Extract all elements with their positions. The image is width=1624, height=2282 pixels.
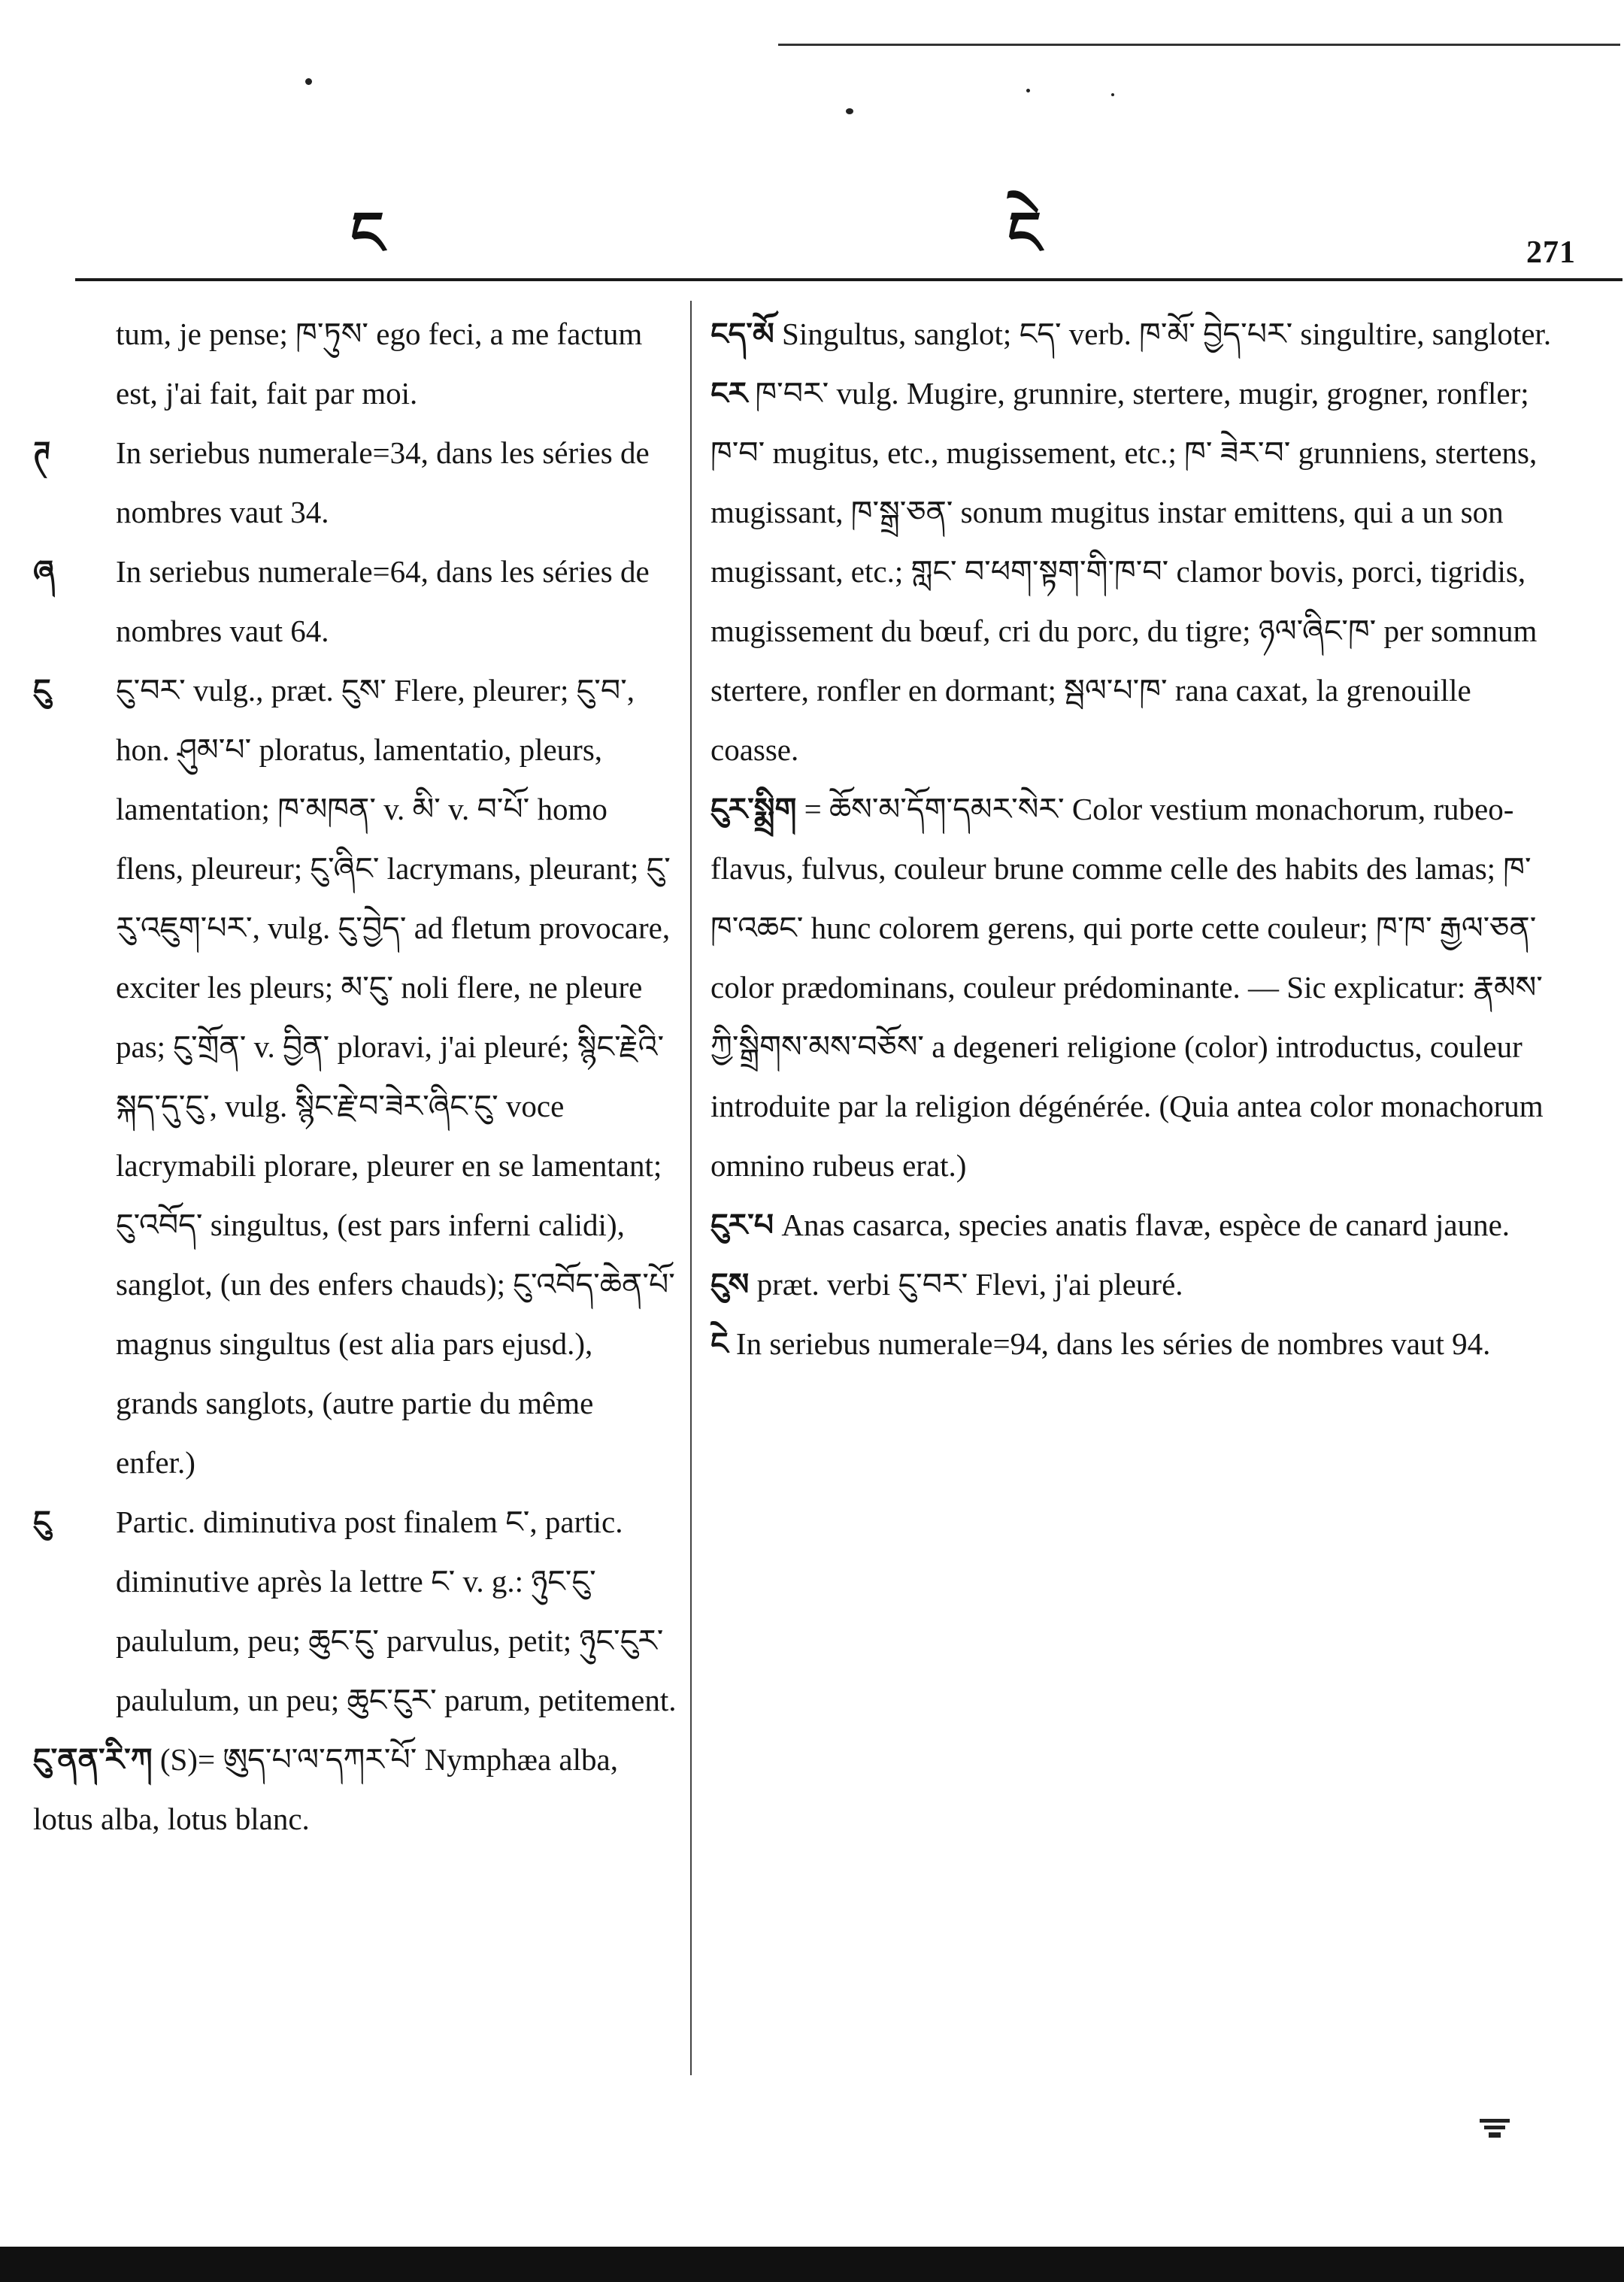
dictionary-entry [710,1255,1553,1314]
entry-headword: ངུ [33,672,51,708]
top-edge-rule [778,44,1620,46]
speck-mark [846,108,853,114]
entry-text: Anas casarca, species anatis flavæ, espèce de canard jaune. [781,1208,1510,1242]
entry-text: tum, je pense; ཁ་ཏུས་ ego feci, a me factum est, j'ai fait, fait par moi. [116,317,643,411]
dictionary-entry [710,780,1553,1196]
dictionary-entry [710,364,1553,780]
dictionary-entry [710,1196,1553,1255]
printer-mark-icon [1480,2119,1510,2141]
entry-text: ཁ་བར་ vulg. Mugire, grunnire, stertere, mugir, grogner, ronfler; ཁ་བ་ mugitus, etc., mugissement, etc.; ཁ་ ཟེར་བ་ grunniens, stertens, mugissant, ཁ་སྒྲ་ཅན་ sonum mugitus instar emittens, qui a un son mugissant, etc.; གླང་ བ་ཕག་སྟག་གི་ཁ་བ་ clamor bovis, porci, tigridis, mugissement du bœuf, cri du porc, du tigre; ཉལ་ཞིང་ཁ་ per somnum stertere, ronfler en dormant; སྦལ་པ་ཁ་ rana caxat, la grenouille coasse. [710,376,1538,767]
entry-text: (S)= ཨུད་པ་ལ་དཀར་པོ་ Nymphæa alba, lotus alba, lotus blanc. [33,1742,618,1836]
running-head-right: ངེ [1007,200,1042,268]
page-number: 271 [1526,235,1576,270]
dictionary-entry [33,661,680,1493]
dictionary-entry [710,305,1553,364]
dictionary-entry [33,305,680,423]
dictionary-entry [33,423,680,542]
entry-text: = ཆོས་མ་དོག་དམར་སེར་ Color vestium monachorum, rubeo-flavus, fulvus, couleur brune comme celle des habits des lamas; ཁ་ཁ་འཆང་ hunc colorem gerens, qui porte cette couleur; ཁ་ཁ་ རྒྱལ་ཅན་ color prædominans, couleur prédominante. — Sic explicatur: རྣམས་ ཀྱི་སྒྲིགས་མས་བཅོས་ a degeneri religione (color) introductus, couleur introduite par la religion dégénérée. (Quia antea color monachorum omnino rubeus erat.) [710,792,1544,1183]
right-column [710,305,1553,1374]
dictionary-entry [33,1493,680,1730]
header-rule [75,278,1622,281]
entry-text: In seriebus numerale=34, dans les séries de nombres vaut 34. [116,435,650,529]
entry-text: præt. verbi ངུ་བར་ Flevi, j'ai pleuré. [756,1267,1183,1302]
entry-headword: ཊ [33,435,51,471]
entry-headword: ངུ་ནན་རི་ཀ [33,1741,153,1777]
speck-mark [305,78,312,85]
entry-text: Partic. diminutiva post finalem ང་, partic. diminutive après la lettre ང་ v. g.: ཉུང་ངུ་ paululum, peu; ཆུང་ངུ་ parvulus, petit; ཉུང་ངུར་ paululum, un peu; ཆུང་ངུར་ parum, petitement. [116,1505,677,1717]
entry-headword: ངར [710,375,748,411]
entry-headword: ངུས [710,1266,750,1302]
entry-text: In seriebus numerale=64, dans les séries de nombres vaut 64. [116,554,650,648]
entry-headword: ངད་མོ [710,316,774,352]
entry-headword: ངུ [33,1504,51,1540]
entry-text: In seriebus numerale=94, dans les séries de nombres vaut 94. [735,1326,1491,1361]
dictionary-entry [33,542,680,661]
column-divider [690,301,692,2075]
left-column [33,305,680,1849]
entry-text: Singultus, sanglot; ངད་ verb. ཁ་མོ་ བྱེད་པར་ singultire, sangloter. [782,317,1552,351]
running-head-left: ང [350,200,385,268]
entry-text: ངུ་བར་ vulg., præt. ངུས་ Flere, pleurer; ངུ་བ་, hon. ཤུམ་པ་ ploratus, lamentatio, pleurs, lamentation; ཁ་མཁན་ v. མི་ v. བ་པོ་ homo flens, pleureur; ངུ་ཞིང་ lacrymans, pleurant; ངུ་རུ་འཇུག་པར་, vulg. ངུ་བྱེད་ ad fletum provocare, exciter les pleurs; མ་ངུ་ noli flere, ne pleure pas; ངུ་གྲོན་ v. བྱིན་ ploravi, j'ai pleuré; སྙིང་རྗེའི་སྐད་དུ་ངུ་, vulg. སྙིང་རྗེ་བ་ཟེར་ཞིང་ངུ་ voce lacrymabili plorare, pleurer en se lamentant; ངུ་འབོད་ singultus, (est pars inferni calidi), sanglot, (un des enfers chauds); ངུ་འབོད་ཆེན་པོ་ magnus singultus (est alia pars ejusd.), grands sanglots, (autre partie du même enfer.) [116,673,675,1480]
speck-mark [1026,89,1030,92]
entry-headword: ངུར་པ [710,1207,774,1243]
dictionary-entry [33,1730,680,1849]
scan-bottom-edge [0,2247,1624,2282]
entry-headword: ངུར་སྨྲིག [710,791,797,827]
entry-headword: ངེ [710,1326,729,1362]
entry-headword: ཞ [33,553,55,589]
speck-mark [1111,93,1114,96]
dictionary-entry [710,1314,1553,1374]
